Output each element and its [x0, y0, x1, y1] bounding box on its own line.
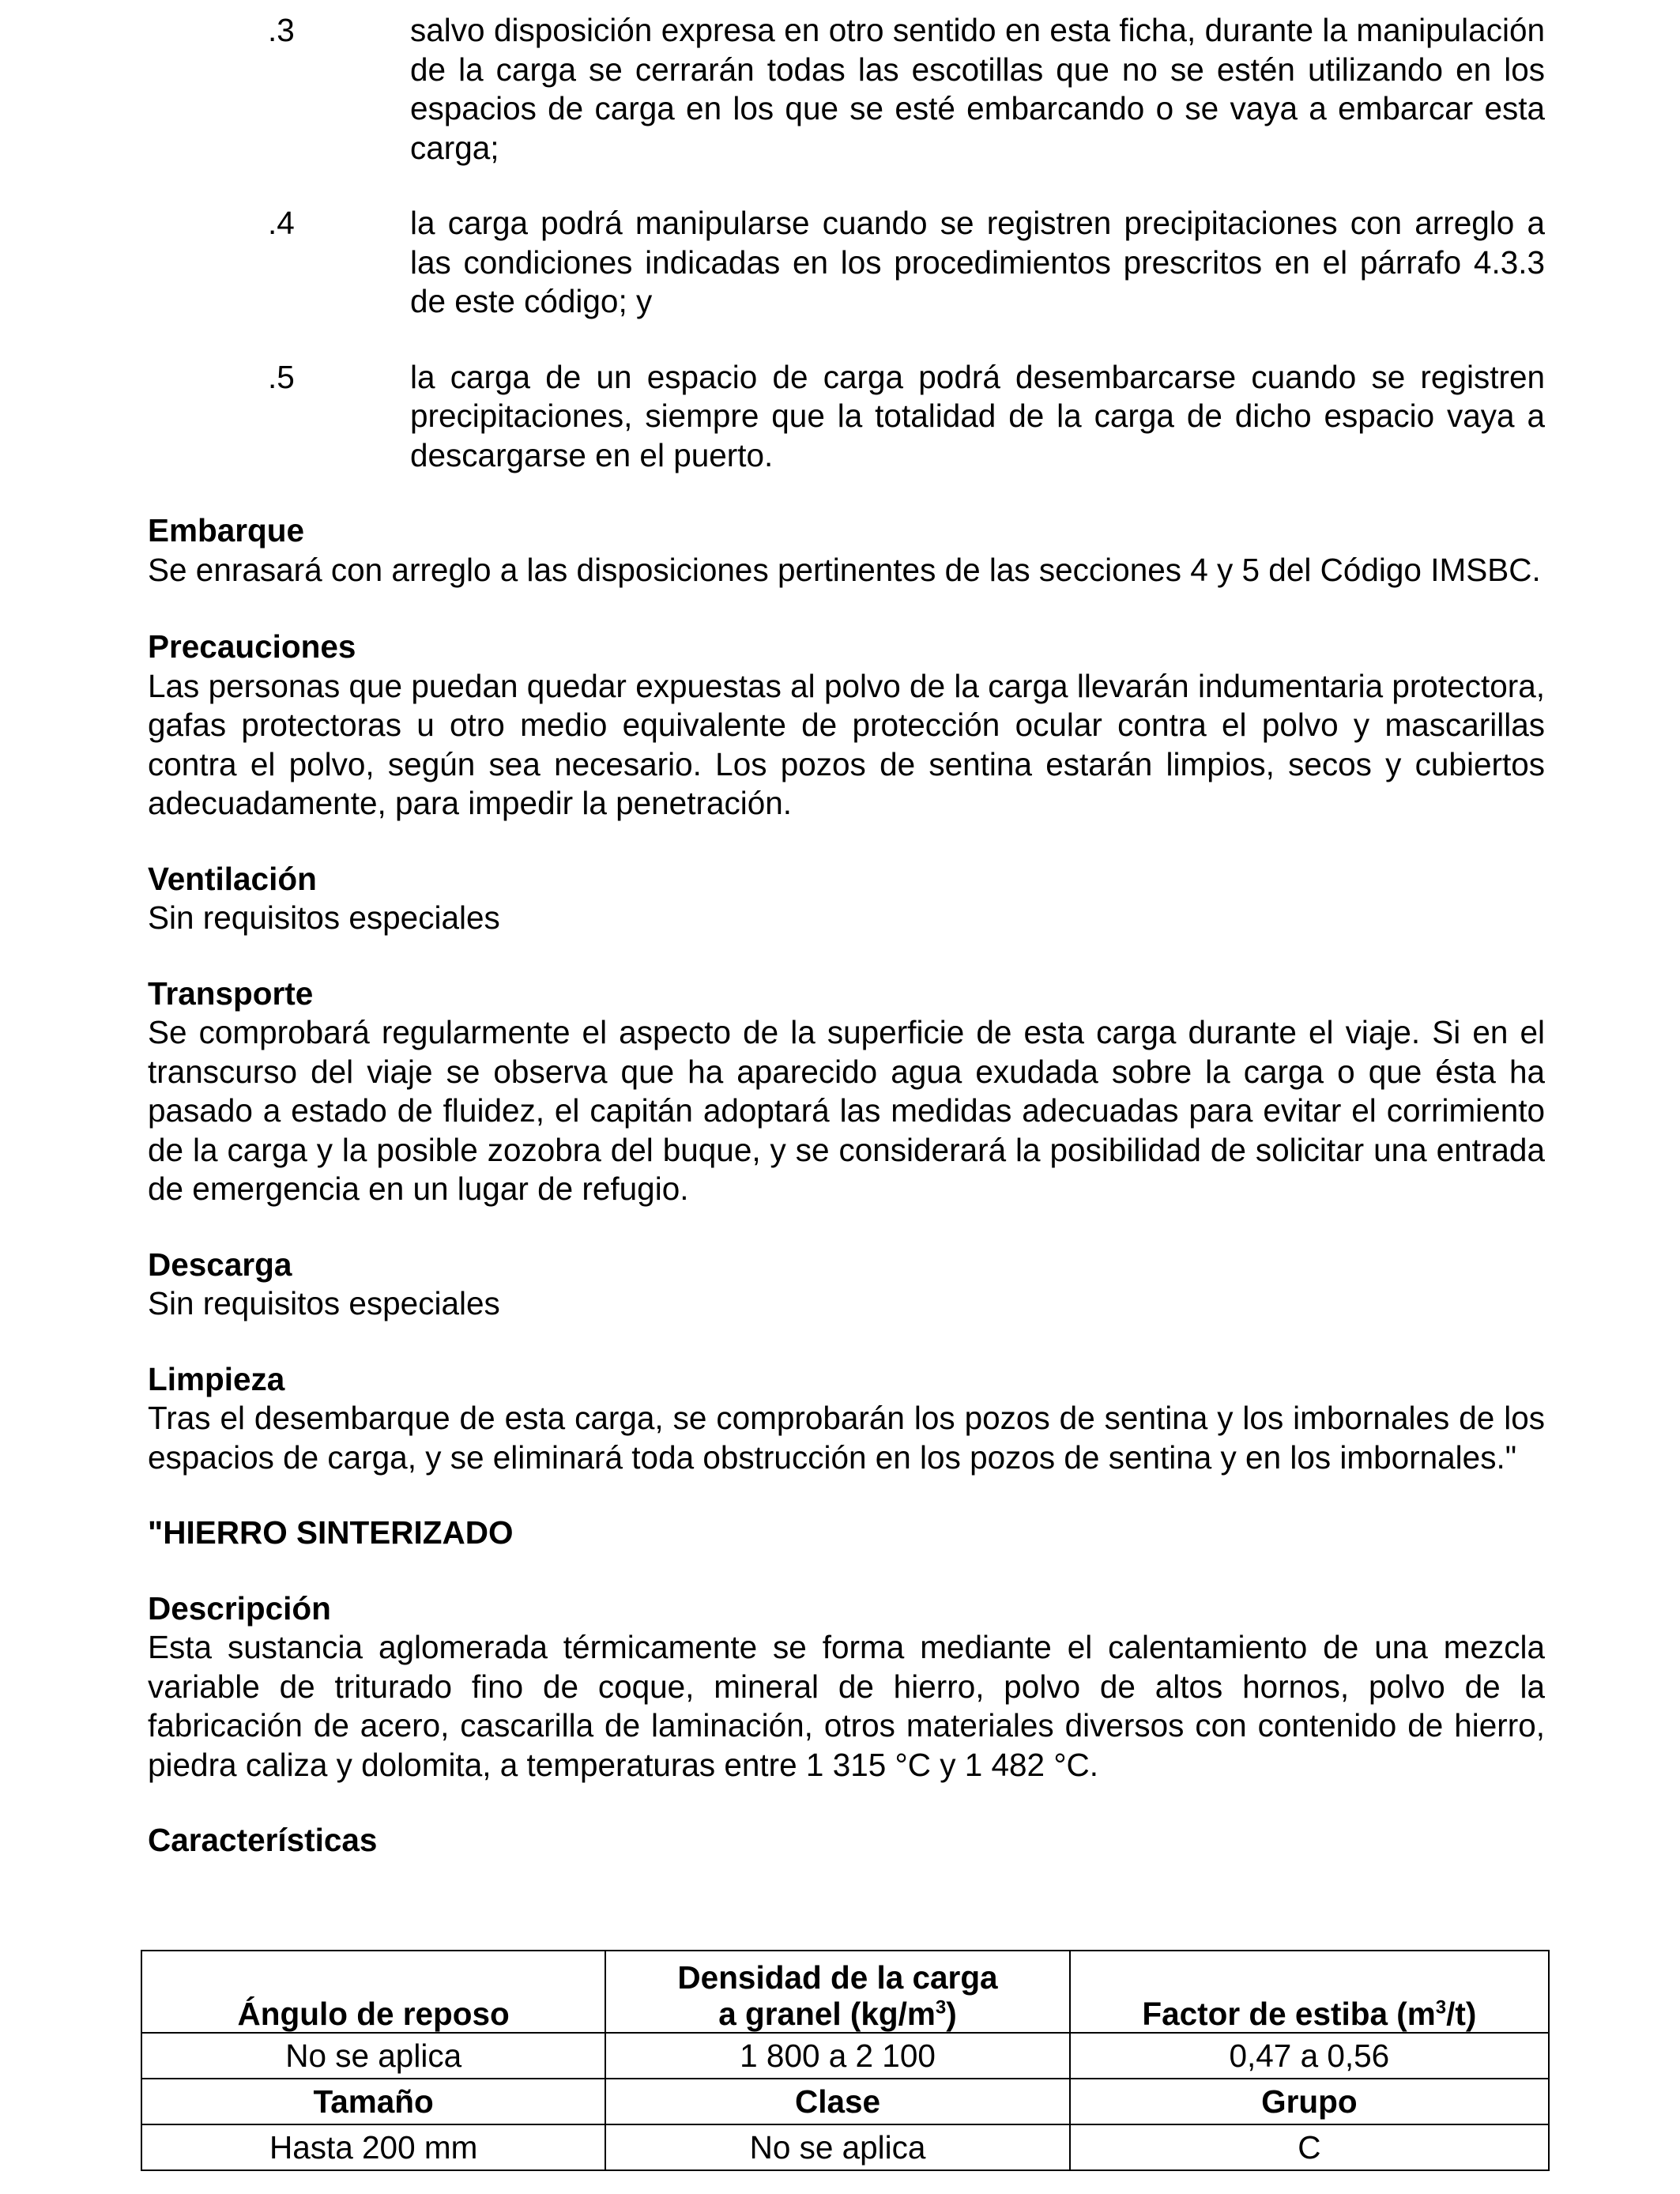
- list-item-text: la carga podrá manipularse cuando se registren precipitaciones con arreglo a las condiciones indicadas en los procedimientos prescritos en el párrafo 4.3.3 de este código; y: [410, 205, 1545, 319]
- header-line-end: ): [946, 1996, 957, 2032]
- table-cell: 1 800 a 2 100: [605, 2033, 1069, 2079]
- table-cell: Hasta 200 mm: [141, 2124, 605, 2170]
- table-header-cell: [1070, 1951, 1549, 2033]
- section-caracteristicas: [148, 1821, 1545, 1860]
- section-heading: Transporte: [148, 974, 314, 1012]
- table-cell: 0,47 a 0,56: [1070, 2033, 1549, 2079]
- list-item-number: .4: [268, 205, 295, 241]
- table-header-cell: Ángulo de reposo: [141, 1951, 605, 2033]
- list-item: [268, 358, 1545, 476]
- list-item-text: la carga de un espacio de carga podrá desembarcarse cuando se registren precipitaciones, siempre que la totalidad de la carga de dicho espacio vaya a descargarse en el puerto.: [410, 358, 1545, 473]
- section-embarque: [148, 511, 1545, 590]
- header-line: a granel (kg/m: [718, 1996, 936, 2032]
- section-text: Se comprobará regularmente el aspecto de la superficie de esta carga durante el viaje. Si en el transcurso del viaje se observa que ha aparecido agua exudada sobre la carga o que ésta ha pasado a estado de fluidez, el capitán adoptará las medidas adecuadas para evitar el corrimiento de la carga y la posible zozobra del buque, y se considerará la posibilidad de solicitar una entrada de emergencia en un lugar de refugio.: [148, 1014, 1545, 1207]
- section-transporte: [148, 974, 1545, 1209]
- section-precauciones: [148, 628, 1545, 824]
- section-text: Esta sustancia aglomerada térmicamente se forma mediante el calentamiento de una mezcla variable de triturado fino de coque, mineral de hierro, polvo de altos hornos, polvo de la fabricación de acero, cascarilla de laminación, otros materiales diversos con contenido de hierro, piedra caliza y dolomita, a temperaturas entre 1 315 °C y 1 482 °C.: [148, 1629, 1545, 1783]
- section-text: Se enrasará con arreglo a las disposiciones pertinentes de las secciones 4 y 5 del Código IMSBC.: [148, 551, 1541, 588]
- table-header-row: [141, 1951, 1549, 2033]
- section-heading: Ventilación: [148, 860, 317, 897]
- header-line-end: /t): [1446, 1996, 1477, 2032]
- superscript: 3: [1435, 1996, 1447, 2019]
- entry-title: "HIERRO SINTERIZADO: [148, 1514, 514, 1551]
- new-entry: [148, 1514, 1545, 1553]
- table-row: [141, 2033, 1549, 2079]
- section-limpieza: [148, 1360, 1545, 1478]
- table-cell: No se aplica: [141, 2033, 605, 2079]
- table-header-row: [141, 2079, 1549, 2124]
- section-ventilacion: [148, 860, 1545, 938]
- list-item-number: .5: [268, 358, 295, 395]
- table-row: [141, 2124, 1549, 2170]
- list-item-text: salvo disposición expresa en otro sentido en esta ficha, durante la manipulación de la carga se cerrarán todas las escotillas que no se estén utilizando en los espacios de carga en los que se esté embarcando o se vaya a embarcar esta carga;: [410, 12, 1545, 166]
- section-text: Tras el desembarque de esta carga, se comprobarán los pozos de sentina y los imbornales de los espacios de carga, y se eliminará toda obstrucción en los pozos de sentina y en los imbornales.": [148, 1400, 1545, 1476]
- list-item: [268, 204, 1545, 322]
- section-descripcion: [148, 1589, 1545, 1785]
- section-text: Sin requisitos especiales: [148, 1285, 500, 1321]
- section-text: Sin requisitos especiales: [148, 899, 500, 936]
- list-item-number: .3: [268, 12, 295, 48]
- header-line: Factor de estiba (m: [1142, 1996, 1436, 2032]
- section-heading: Precauciones: [148, 628, 356, 665]
- superscript: 3: [935, 1996, 947, 2019]
- section-heading: Embarque: [148, 512, 305, 548]
- table-header-cell: Tamaño: [141, 2079, 605, 2124]
- table-cell: C: [1070, 2124, 1549, 2170]
- section-heading: Descarga: [148, 1246, 292, 1283]
- document-page: [148, 11, 1545, 1860]
- table-header-cell: [605, 1951, 1069, 2033]
- table-header-cell: Clase: [605, 2079, 1069, 2124]
- section-heading: Características: [148, 1822, 378, 1858]
- section-text: Las personas que puedan quedar expuestas al polvo de la carga llevarán indumentaria protectora, gafas protectoras u otro medio equivalente de protección ocular contra el polvo y mascarillas contra el polvo, según sea necesario. Los pozos de sentina estarán limpios, secos y cubiertos adecuadamente, para impedir la penetración.: [148, 667, 1545, 821]
- section-descarga: [148, 1246, 1545, 1324]
- list-item: [268, 11, 1545, 168]
- characteristics-table: [141, 1950, 1550, 2171]
- table-cell: No se aplica: [605, 2124, 1069, 2170]
- table-header-cell: Grupo: [1070, 2079, 1549, 2124]
- section-heading: Descripción: [148, 1589, 331, 1627]
- header-line: Densidad de la carga: [677, 1959, 998, 1996]
- section-heading: Limpieza: [148, 1360, 285, 1397]
